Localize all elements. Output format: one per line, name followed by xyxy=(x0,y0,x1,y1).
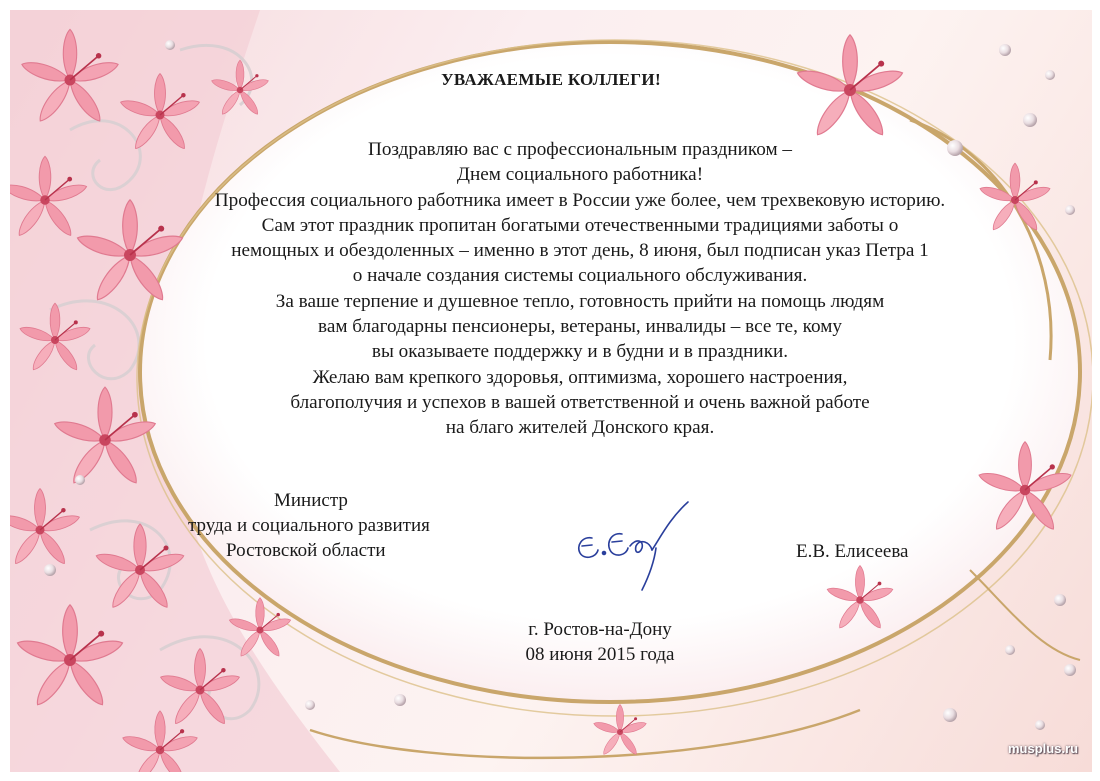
signer-title-line: Министр xyxy=(274,490,348,511)
letter-line: Поздравляю вас с профессиональным праздником – xyxy=(367,139,793,160)
signer-name: Е.В. Елисеева xyxy=(796,541,909,562)
letter-line: вы оказываете поддержку и в будни и в праздники. xyxy=(371,341,789,363)
letter-line: о начале создания системы социального обслуживания. xyxy=(352,265,808,287)
signer-title-line: Ростовской области xyxy=(226,540,386,561)
date: 08 июня 2015 года xyxy=(525,644,675,665)
greeting-card xyxy=(10,10,1092,772)
watermark: musplus.ru xyxy=(1008,741,1079,756)
city: г. Ростов-на-Дону xyxy=(528,619,672,640)
letter-line: Желаю вам крепкого здоровья, оптимизма, хорошего настроения, xyxy=(312,366,848,388)
handwritten-signature xyxy=(570,498,700,593)
letter-line: вам благодарны пенсионеры, ветераны, инвалиды – все те, кому xyxy=(318,316,842,338)
letter-line: За ваше терпение и душевное тепло, готовность прийти на помощь людям xyxy=(275,290,885,312)
letter-line: Профессия социального работника имеет в России уже более, чем трехвековую историю. xyxy=(214,189,946,211)
letter-line: благополучия и успехов в вашей ответственной и очень важной работе xyxy=(290,391,870,413)
letter-heading: УВАЖАЕМЫЕ КОЛЛЕГИ! xyxy=(441,70,661,89)
signer-title xyxy=(150,488,550,563)
place-and-date xyxy=(470,617,730,667)
signer-title-line: труда и социального развития xyxy=(188,515,430,536)
letter-line: немощных и обездоленных – именно в этот день, 8 июня, был подписан указ Петра 1 xyxy=(231,240,929,262)
letter-line: на благо жителей Донского края. xyxy=(445,417,715,439)
letter-line: Сам этот праздник пропитан богатыми отечественными традициями заботы о xyxy=(261,214,899,236)
letter-body xyxy=(150,137,1010,441)
letter-line: Днем социального работника! xyxy=(456,164,704,186)
